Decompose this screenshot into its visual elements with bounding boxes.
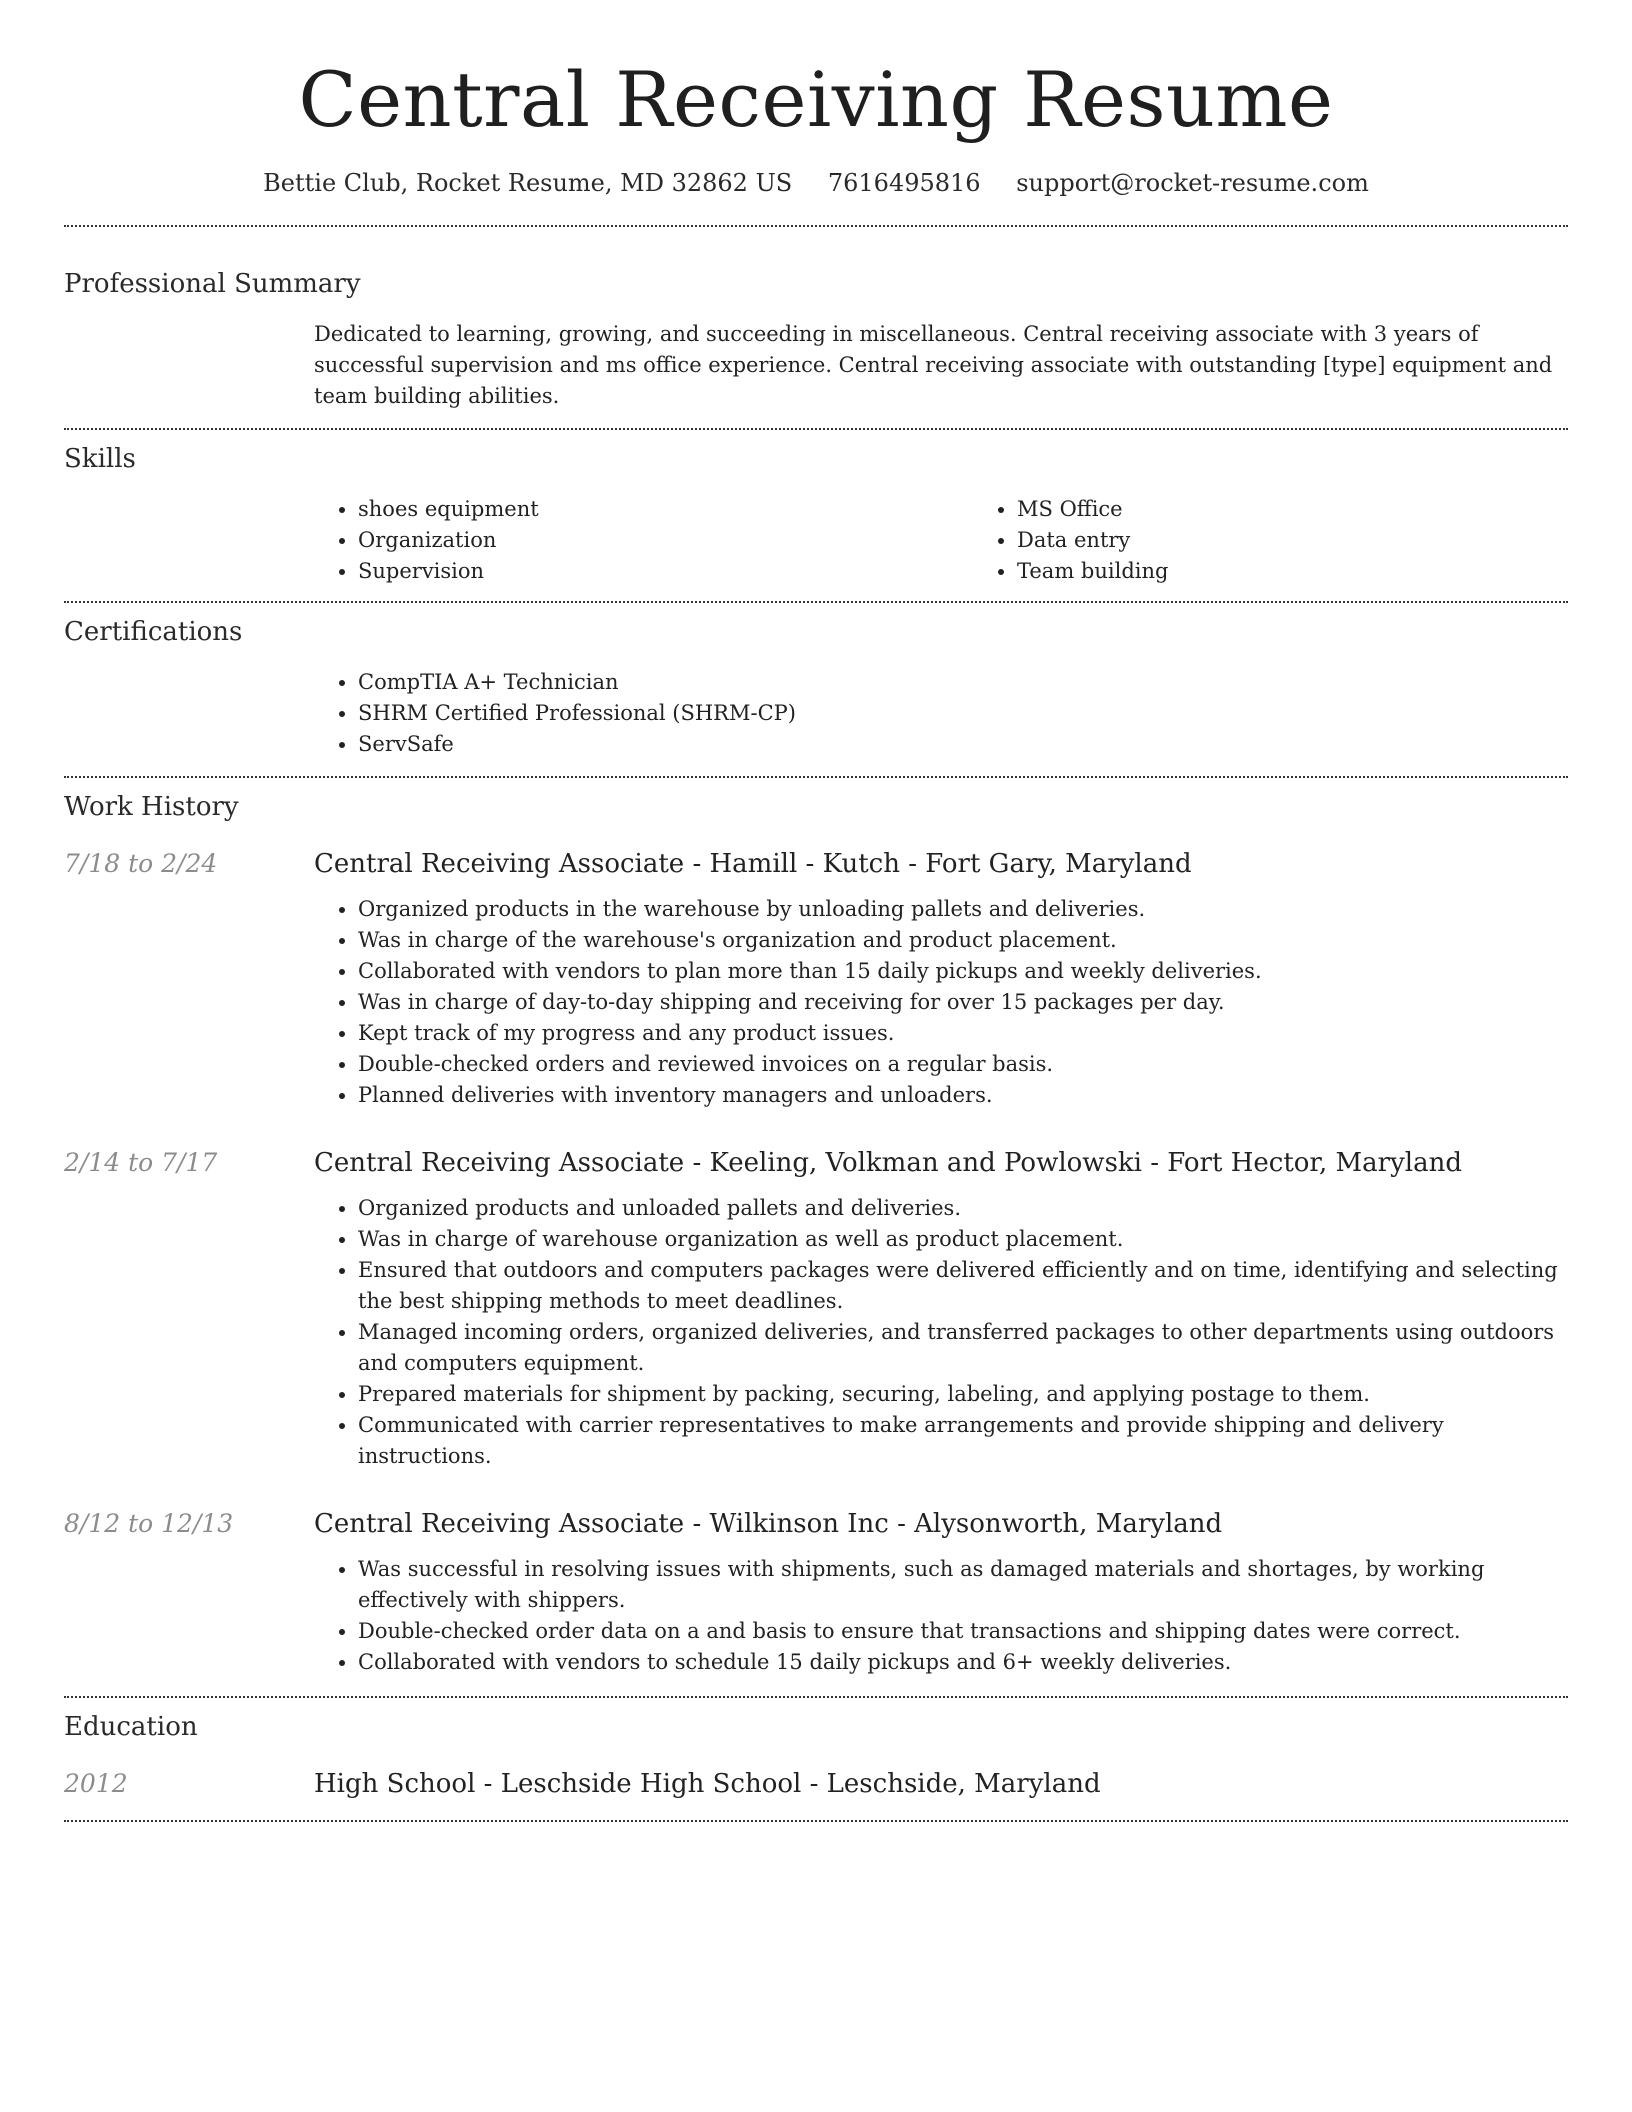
job-title: Central Receiving Associate - Hamill - Kutch - Fort Gary, Maryland	[314, 849, 1192, 879]
education-title: High School - Leschside High School - Leschside, Maryland	[314, 1769, 1101, 1799]
skills-heading: Skills	[64, 444, 136, 474]
skill-item: • Data entry	[1017, 525, 1632, 556]
skills-list-left	[314, 494, 973, 587]
job-bullets	[314, 894, 1568, 1111]
education-entry	[64, 1766, 1568, 1802]
skill-item: • shoes equipment	[358, 494, 973, 525]
skill-item: • Supervision	[358, 556, 973, 587]
job-dates: 7/18 to 2/24	[64, 849, 218, 878]
work-history-section	[64, 790, 1568, 1678]
divider	[64, 225, 1568, 227]
job-bullet: • Collaborated with vendors to plan more than 15 daily pickups and weekly deliveries.	[358, 956, 1568, 987]
job-title: Central Receiving Associate - Wilkinson Inc - Alysonworth, Maryland	[314, 1509, 1223, 1539]
job-dates: 2/14 to 7/17	[64, 1148, 218, 1177]
job-bullet: • Kept track of my progress and any product issues.	[358, 1018, 1568, 1049]
job-bullet: • Was in charge of warehouse organization as well as product placement.	[358, 1224, 1568, 1255]
job-bullet: • Organized products in the warehouse by unloading pallets and deliveries.	[358, 894, 1568, 925]
summary-text: Dedicated to learning, growing, and succeeding in miscellaneous. Central receiving associate with 3 years of successful supervision and ms office experience. Central receiving associate with outstanding [type] equipment and team building abilities.	[314, 322, 1553, 408]
job-bullet: • Was in charge of the warehouse's organization and product placement.	[358, 925, 1568, 956]
job-bullet: • Collaborated with vendors to schedule 15 daily pickups and 6+ weekly deliveries.	[358, 1647, 1568, 1678]
job-bullet: • Planned deliveries with inventory managers and unloaders.	[358, 1080, 1568, 1111]
certification-item: • SHRM Certified Professional (SHRM-CP)	[358, 698, 1568, 729]
summary-section	[64, 267, 1568, 412]
job-bullet: • Double-checked orders and reviewed invoices on a regular basis.	[358, 1049, 1568, 1080]
education-heading: Education	[64, 1712, 198, 1742]
job-title: Central Receiving Associate - Keeling, Volkman and Powlowski - Fort Hector, Maryland	[314, 1148, 1462, 1178]
job-bullet: • Communicated with carrier representatives to make arrangements and provide shipping and delivery instructions.	[358, 1410, 1568, 1472]
certifications-section	[64, 615, 1568, 760]
certifications-list	[314, 667, 1568, 760]
certification-item: • CompTIA A+ Technician	[358, 667, 1568, 698]
skills-list-right	[973, 494, 1632, 587]
skill-item: • MS Office	[1017, 494, 1632, 525]
certification-item: • ServSafe	[358, 729, 1568, 760]
divider	[64, 1696, 1568, 1698]
certifications-heading: Certifications	[64, 617, 243, 647]
work-history-heading: Work History	[64, 792, 239, 822]
divider	[64, 601, 1568, 603]
resume-title: Central Receiving Resume	[298, 55, 1334, 144]
job-bullet: • Was successful in resolving issues with shipments, such as damaged materials and shortages, by working effectively with shippers.	[358, 1554, 1568, 1616]
job-bullets	[314, 1554, 1568, 1678]
job-bullet: • Ensured that outdoors and computers packages were delivered efficiently and on time, identifying and selecting the best shipping methods to meet deadlines.	[358, 1255, 1568, 1317]
resume-page	[64, 0, 1568, 1822]
job-bullet: • Was in charge of day-to-day shipping and receiving for over 15 packages per day.	[358, 987, 1568, 1018]
job-entry	[64, 1145, 1568, 1472]
job-bullet: • Organized products and unloaded pallets and deliveries.	[358, 1193, 1568, 1224]
job-dates: 8/12 to 12/13	[64, 1509, 234, 1538]
divider	[64, 1820, 1568, 1822]
job-bullets	[314, 1193, 1568, 1472]
contact-phone: 7616495816	[827, 169, 981, 197]
contact-address: Bettie Club, Rocket Resume, MD 32862 US	[263, 169, 793, 197]
job-bullet: • Managed incoming orders, organized deliveries, and transferred packages to other departments using outdoors and computers equipment.	[358, 1317, 1568, 1379]
job-entry	[64, 846, 1568, 1111]
job-bullet: • Double-checked order data on a and basis to ensure that transactions and shipping dates were correct.	[358, 1616, 1568, 1647]
contact-line	[64, 166, 1568, 200]
skills-section	[64, 442, 1568, 587]
education-year: 2012	[64, 1769, 128, 1798]
divider	[64, 428, 1568, 430]
summary-heading: Professional Summary	[64, 269, 361, 299]
job-bullet: • Prepared materials for shipment by packing, securing, labeling, and applying postage to them.	[358, 1379, 1568, 1410]
divider	[64, 776, 1568, 778]
education-section	[64, 1710, 1568, 1802]
job-entry	[64, 1506, 1568, 1678]
skill-item: • Team building	[1017, 556, 1632, 587]
contact-email: support@rocket-resume.com	[1016, 169, 1369, 197]
skill-item: • Organization	[358, 525, 973, 556]
